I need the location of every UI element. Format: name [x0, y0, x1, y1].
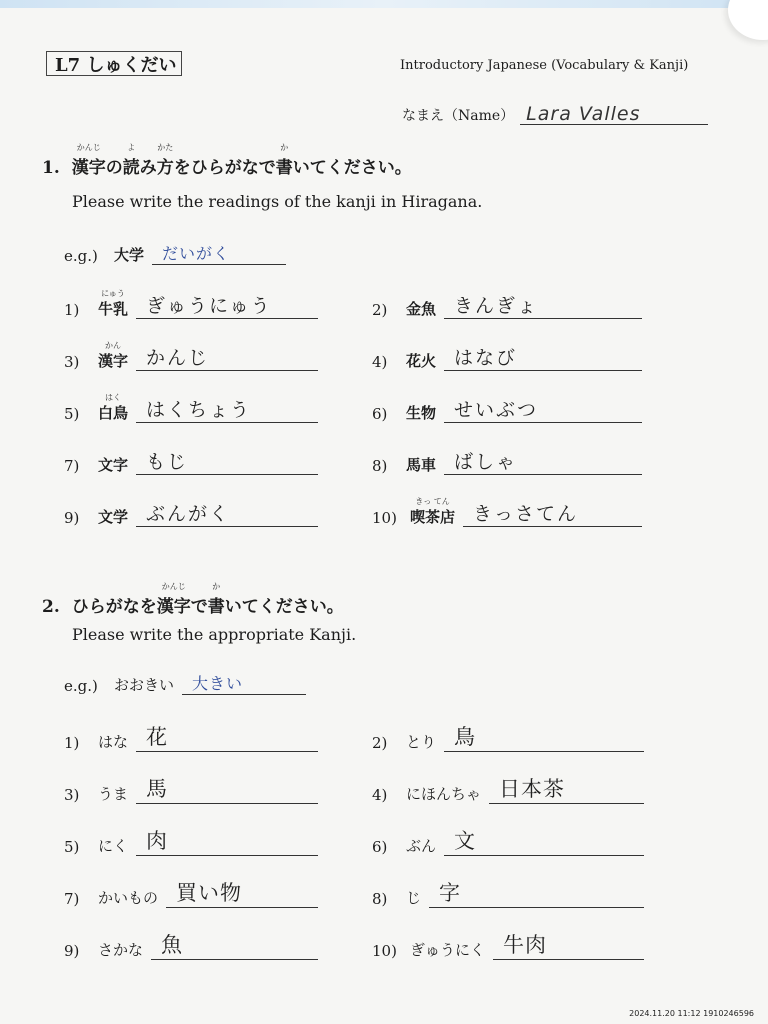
section1-question-text: 漢字 — [98, 352, 129, 370]
section2-title-text: 漢字 — [156, 597, 191, 617]
section1-item — [372, 497, 642, 527]
section2-item-number: 6) — [372, 838, 388, 856]
section2-item-number: 7) — [64, 890, 80, 908]
section1-item-number: 8) — [372, 457, 388, 475]
section2-question-text: にほんちゃ — [406, 785, 482, 803]
section2-item-question — [406, 887, 421, 908]
section2-question-text: ぶん — [406, 837, 437, 855]
section2-item — [372, 777, 644, 804]
section2-example — [64, 668, 306, 695]
section2-question-text: じ — [406, 889, 422, 907]
section2-answer-handwriting: 馬 — [146, 777, 169, 801]
section1-item-furigana: きっ てん — [415, 497, 450, 506]
section2-item-number: 5) — [64, 838, 80, 856]
section1-title-part — [71, 143, 106, 178]
section1-answer-field[interactable] — [136, 292, 318, 319]
section1-furigana: かんじ — [76, 143, 101, 152]
section2-item — [64, 933, 318, 960]
section1-question-text: 馬車 — [406, 456, 437, 474]
section2-answer-field[interactable] — [429, 881, 644, 908]
section1-answer-handwriting: きんぎょ — [454, 295, 539, 317]
section1-item-number: 2) — [372, 301, 388, 319]
section1-item — [372, 448, 642, 475]
section1-title-text: いてください。 — [292, 158, 412, 178]
section1-answer-field[interactable] — [444, 448, 642, 475]
section1-item-question — [98, 454, 128, 475]
section2-question-text: うま — [98, 785, 129, 803]
section1-subtitle: Please write the readings of the kanji in Hiragana. — [72, 192, 483, 211]
section2-item — [372, 725, 644, 752]
section1-item-number: 4) — [372, 353, 388, 371]
example-answer: だいがく — [162, 244, 231, 263]
section1-answer-field[interactable] — [136, 448, 318, 475]
section2-answer-field[interactable] — [136, 829, 318, 856]
section2-answer-handwriting: 花 — [146, 725, 169, 749]
example-label: e.g.) — [64, 247, 98, 265]
section1-item — [64, 448, 318, 475]
lesson-title: L7 しゅくだい — [46, 51, 182, 76]
section2-item — [372, 829, 644, 856]
section2-item-question — [98, 939, 143, 960]
section1-item-question — [406, 298, 436, 319]
section2-item-question — [410, 939, 485, 960]
section1-title-part — [293, 153, 412, 178]
section1-item-question — [98, 341, 129, 371]
section1-question-text: 白鳥 — [98, 404, 129, 422]
section1-furigana: か — [280, 143, 289, 152]
section1-answer-handwriting: かんじ — [146, 347, 210, 369]
section2-question-text: はな — [98, 733, 129, 751]
section2-answer-field[interactable] — [151, 933, 318, 960]
section2-item — [64, 881, 318, 908]
section1-furigana: よ — [127, 143, 136, 152]
name-label: なまえ（Name） — [402, 108, 515, 124]
section2-answer-handwriting: 買い物 — [176, 881, 243, 905]
section1-item-number: 1) — [64, 301, 80, 319]
section1-title-part — [275, 143, 293, 178]
section2-title-part — [156, 582, 191, 617]
section1-answer-field[interactable] — [444, 396, 642, 423]
section2-answer-handwriting: 肉 — [146, 829, 169, 853]
section2-item-question — [98, 731, 128, 752]
example-answer-line — [152, 238, 286, 265]
section2-item — [64, 725, 318, 752]
section1-title-part — [106, 153, 123, 178]
example-answer-line — [182, 668, 306, 695]
example-label: e.g.) — [64, 677, 98, 695]
section2-item — [372, 933, 644, 960]
print-stamp: 2024.11.20 11:12 1910246596 — [629, 1009, 754, 1018]
section2-item-number: 2) — [372, 734, 388, 752]
section1-answer-handwriting: はなび — [454, 347, 518, 369]
section1-item-furigana: かん — [105, 341, 121, 350]
section2-item — [64, 777, 318, 804]
section2-item-number: 4) — [372, 786, 388, 804]
section1-item-question — [98, 393, 129, 423]
section1-item-question — [98, 506, 128, 527]
section2-answer-field[interactable] — [444, 725, 644, 752]
section1-answer-field[interactable] — [136, 396, 318, 423]
section1-title-text: をひらがなで — [173, 158, 276, 178]
section1-answer-field[interactable] — [136, 500, 318, 527]
section1-item-question — [406, 350, 436, 371]
section2-item — [372, 881, 644, 908]
section2-item-number: 1) — [64, 734, 80, 752]
section1-answer-handwriting: ぶんがく — [146, 503, 231, 525]
section1-item-question — [406, 454, 436, 475]
section2-title-part — [225, 592, 344, 617]
section1-title-text: 読 — [122, 158, 140, 178]
section1-title-text: み — [139, 158, 157, 178]
section2-title-text: 書 — [207, 597, 225, 617]
example-question: 大学 — [114, 246, 145, 264]
section1-item — [372, 396, 642, 423]
section2-answer-field[interactable] — [136, 725, 318, 752]
section1-answer-handwriting: ばしゃ — [454, 451, 518, 473]
section2-answer-field[interactable] — [444, 829, 644, 856]
section1-item-question — [98, 289, 129, 319]
section1-answer-field[interactable] — [444, 292, 642, 319]
section2-title-text: いてください。 — [224, 597, 344, 617]
section2-furigana: かんじ — [161, 582, 186, 591]
section1-item-number: 5) — [64, 405, 80, 423]
section2-item-number: 8) — [372, 890, 388, 908]
section2-question-text: さかな — [98, 941, 144, 959]
section1-example — [64, 238, 286, 265]
page-top-edge — [0, 0, 768, 8]
section1-item — [64, 341, 318, 371]
section1-question-text: 喫茶店 — [410, 508, 456, 526]
section2-answer-field[interactable] — [493, 933, 644, 960]
section2-item-question — [98, 783, 128, 804]
section1-answer-handwriting: もじ — [146, 451, 189, 473]
section2-title-text: ひらがなを — [71, 597, 157, 617]
section1-answer-field[interactable] — [136, 344, 318, 371]
section1-item — [372, 344, 642, 371]
section2-item-question — [98, 887, 158, 908]
section2-subtitle: Please write the appropriate Kanji. — [72, 625, 357, 644]
section2-answer-handwriting: 牛肉 — [503, 933, 548, 957]
section2-item-question — [406, 783, 481, 804]
section1-item — [64, 393, 318, 423]
section1-number: 1. — [42, 158, 60, 178]
section1-item — [64, 500, 318, 527]
section1-title-part — [156, 143, 174, 178]
section2-answer-handwriting: 鳥 — [454, 725, 477, 749]
section1-item — [64, 289, 318, 319]
section1-answer-handwriting: はくちょう — [146, 399, 252, 421]
section1-item-number: 10) — [372, 509, 397, 527]
section1-item — [372, 292, 642, 319]
section1-question-text: 文字 — [98, 456, 129, 474]
section2-item-number: 10) — [372, 942, 397, 960]
section1-question-text: 牛乳 — [98, 300, 129, 318]
name-field[interactable] — [520, 102, 708, 125]
section1-answer-handwriting: きっさてん — [473, 503, 579, 525]
section2-answer-field[interactable] — [489, 777, 644, 804]
section2-title-text: で — [190, 597, 208, 617]
section2-answer-field[interactable] — [166, 881, 318, 908]
section2-answer-handwriting: 日本茶 — [499, 777, 566, 801]
section1-item-furigana: はく — [105, 393, 121, 402]
section2-title-part — [72, 592, 157, 617]
example-question: おおきい — [114, 676, 175, 694]
section1-item-number: 9) — [64, 509, 80, 527]
section1-answer-field[interactable] — [463, 500, 642, 527]
section1-item-number: 3) — [64, 353, 80, 371]
section1-title-text: の — [105, 158, 123, 178]
section2-furigana: か — [212, 582, 221, 591]
section1-title-text: 漢字 — [71, 158, 106, 178]
section2-number: 2. — [42, 597, 60, 617]
section1-question-text: 花火 — [406, 352, 437, 370]
section2-item-question — [98, 835, 128, 856]
page-corner — [728, 0, 768, 40]
section2-question-text: にく — [98, 837, 129, 855]
section2-question-text: かいもの — [98, 889, 159, 907]
section1-question-text: 文学 — [98, 508, 129, 526]
section1-title-part — [122, 143, 140, 178]
section2-item-number: 3) — [64, 786, 80, 804]
section2-question-text: ぎゅうにく — [410, 941, 486, 959]
section2-answer-handwriting: 字 — [439, 881, 462, 905]
section1-item-number: 6) — [372, 405, 388, 423]
section1-answer-handwriting: ぎゅうにゅう — [146, 295, 272, 317]
section1-furigana: かた — [157, 143, 174, 152]
section2-answer-field[interactable] — [136, 777, 318, 804]
section2-answer-handwriting: 魚 — [161, 933, 184, 957]
course-title: Introductory Japanese (Vocabulary & Kanji) — [400, 58, 689, 73]
section1-title-text: 書 — [275, 158, 293, 178]
section1-title-part — [140, 153, 157, 178]
section2-question-text: とり — [406, 733, 437, 751]
section1-title-text: 方 — [156, 158, 174, 178]
section1-title-part — [174, 153, 276, 178]
section1-item-question — [406, 402, 436, 423]
section1-item-number: 7) — [64, 457, 80, 475]
section2-title — [42, 582, 344, 617]
section2-title-part — [207, 582, 225, 617]
section1-item-furigana: にゅう — [101, 289, 125, 298]
name-handwriting: Lara Valles — [526, 103, 641, 125]
section2-answer-handwriting: 文 — [454, 829, 477, 853]
section1-title — [42, 143, 412, 178]
section2-item-number: 9) — [64, 942, 80, 960]
section2-item-question — [406, 835, 436, 856]
example-answer: 大きい — [192, 674, 244, 693]
name-row — [402, 102, 708, 125]
section2-item — [64, 829, 318, 856]
section1-item-question — [410, 497, 456, 527]
section2-title-part — [191, 592, 208, 617]
section2-item-question — [406, 731, 436, 752]
section1-question-text: 金魚 — [406, 300, 437, 318]
section1-answer-handwriting: せいぶつ — [454, 399, 539, 421]
section1-answer-field[interactable] — [444, 344, 642, 371]
section1-question-text: 生物 — [406, 404, 437, 422]
